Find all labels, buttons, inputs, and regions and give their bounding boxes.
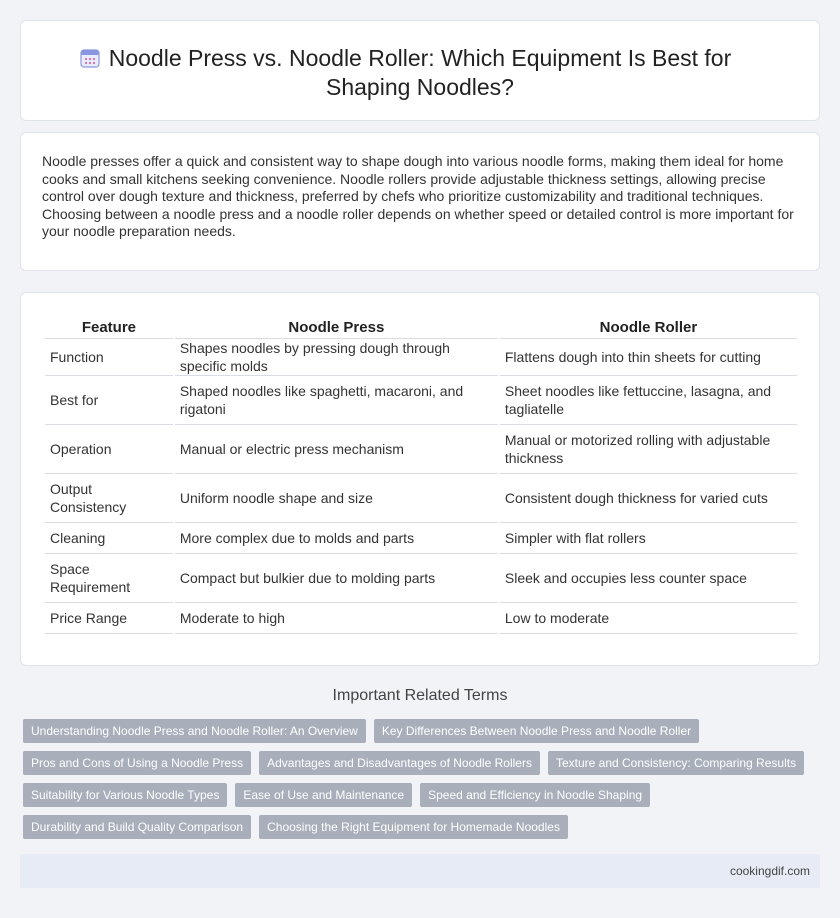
related-term-tag[interactable]: Speed and Efficiency in Noodle Shaping <box>420 783 650 807</box>
tag-row <box>23 719 803 743</box>
feature-cell: Function <box>45 339 173 376</box>
roller-cell: Manual or motorized rolling with adjustable thickness <box>500 425 797 474</box>
related-term-tag[interactable]: Choosing the Right Equipment for Homemade Noodles <box>259 815 568 839</box>
table-row <box>45 474 797 523</box>
header-card <box>20 20 820 121</box>
press-cell: More complex due to molds and parts <box>175 523 498 554</box>
intro-card <box>20 132 820 271</box>
feature-cell: Operation <box>45 425 173 474</box>
feature-cell: Best for <box>45 376 173 425</box>
press-cell: Moderate to high <box>175 603 498 634</box>
related-term-tag[interactable]: Key Differences Between Noodle Press and Noodle Roller <box>374 719 699 743</box>
press-cell: Shaped noodles like spaghetti, macaroni, and rigatoni <box>175 376 498 425</box>
press-cell: Shapes noodles by pressing dough through specific molds <box>175 339 498 376</box>
related-term-tag[interactable]: Understanding Noodle Press and Noodle Roller: An Overview <box>23 719 366 743</box>
table-row <box>45 603 797 634</box>
related-term-tag[interactable]: Suitability for Various Noodle Types <box>23 783 227 807</box>
press-cell: Manual or electric press mechanism <box>175 425 498 474</box>
related-term-tag[interactable]: Durability and Build Quality Comparison <box>23 815 251 839</box>
roller-cell: Sheet noodles like fettuccine, lasagna, and tagliatelle <box>500 376 797 425</box>
related-term-tag[interactable]: Ease of Use and Maintenance <box>235 783 412 807</box>
header-feature: Feature <box>45 315 173 339</box>
tag-row <box>23 751 803 775</box>
related-terms-tags <box>23 719 803 847</box>
feature-cell: Price Range <box>45 603 173 634</box>
tag-row <box>23 783 803 807</box>
roller-cell: Flattens dough into thin sheets for cutting <box>500 339 797 376</box>
roller-cell: Sleek and occupies less counter space <box>500 554 797 603</box>
feature-cell: Output Consistency <box>45 474 173 523</box>
related-term-tag[interactable]: Texture and Consistency: Comparing Results <box>548 751 804 775</box>
tag-row <box>23 815 803 839</box>
table-row <box>45 425 797 474</box>
table-row <box>45 523 797 554</box>
press-cell: Compact but bulkier due to molding parts <box>175 554 498 603</box>
feature-cell: Cleaning <box>45 523 173 554</box>
comparison-table-card <box>20 292 820 666</box>
table-row <box>45 554 797 603</box>
header-noodle-press: Noodle Press <box>175 315 498 339</box>
footer <box>20 854 820 888</box>
roller-cell: Consistent dough thickness for varied cuts <box>500 474 797 523</box>
page-title: Noodle Press vs. Noodle Roller: Which Equipment Is Best for Shaping Noodles? <box>108 45 732 100</box>
table-header-row <box>45 315 797 339</box>
footer-site-link[interactable]: cookingdif.com <box>729 864 810 878</box>
related-term-tag[interactable]: Pros and Cons of Using a Noodle Press <box>23 751 251 775</box>
related-terms-heading: Important Related Terms <box>332 687 508 704</box>
roller-cell: Simpler with flat rollers <box>500 523 797 554</box>
table-row <box>45 339 797 376</box>
intro-paragraph: Noodle presses offer a quick and consistent way to shape dough into various noodle forms, making them ideal for home cooks and small kitchens seeking convenience. Noodle rollers provide adjustable thickness settings, allowing precise control over dough texture and thickness, preferred by chefs who prioritize customizability and traditional techniques. Choosing between a noodle press and a noodle roller depends on whether speed or detailed control is more important for your noodle preparation needs. <box>42 153 794 240</box>
related-term-tag[interactable]: Advantages and Disadvantages of Noodle Rollers <box>259 751 540 775</box>
table-row <box>45 376 797 425</box>
comparison-table <box>43 315 799 634</box>
feature-cell: Space Requirement <box>45 554 173 603</box>
roller-cell: Low to moderate <box>500 603 797 634</box>
header-noodle-roller: Noodle Roller <box>500 315 797 339</box>
press-cell: Uniform noodle shape and size <box>175 474 498 523</box>
